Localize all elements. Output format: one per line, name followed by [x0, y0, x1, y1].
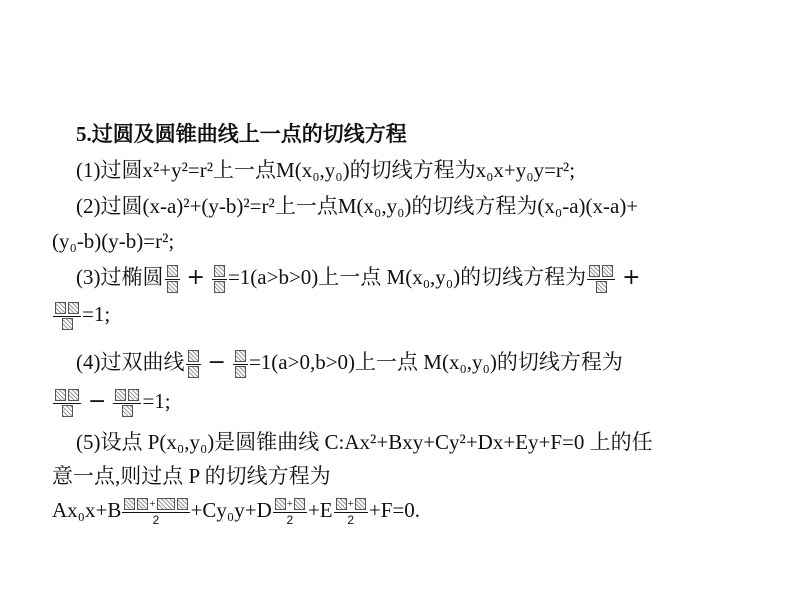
item-3-end: =1;	[82, 302, 111, 326]
item-4-prefix: (4)过双曲线	[76, 350, 185, 374]
eq-frac-dx: $\frac{+}{2}$	[273, 498, 307, 527]
item-4-end: =1;	[142, 389, 171, 413]
ellipse-tangent-term-x	[587, 265, 615, 294]
eq-end: +F=0.	[368, 498, 420, 522]
hyperbola-term-x	[186, 350, 201, 379]
item-4-middle: =1(a>0,b>0)上一点 M(x₀,y₀)的切线方程为	[248, 350, 623, 374]
item-3-middle: =1(a>b>0)上一点 M(x₀,y₀)的切线方程为	[227, 265, 587, 289]
item-1-text: (1)过圆x²+y²=r²上一点M(x₀,y₀)的切线方程为x₀x+y₀y=r²;	[76, 158, 576, 182]
item-1	[76, 156, 575, 184]
plus-sign: +	[622, 265, 641, 290]
item-3-line-1	[76, 263, 647, 294]
ellipse-term-y	[212, 265, 227, 294]
eq-mid-1: +Cy₀y+D	[190, 498, 272, 522]
section-heading	[76, 120, 407, 148]
item-3-prefix: (3)过椭圆	[76, 265, 164, 289]
eq-frac-ey: $\frac{+}{2}$	[334, 498, 368, 527]
item-2-text-2: (y₀-b)(y-b)=r²;	[52, 229, 175, 253]
item-5-line-2	[52, 462, 331, 490]
ellipse-tangent-term-y	[53, 302, 81, 331]
item-2-line-1	[76, 192, 638, 220]
item-5-equation	[52, 496, 420, 527]
item-5-text-1: (5)设点 P(x₀,y₀)是圆锥曲线 C:Ax²+Bxy+Cy²+Dx+Ey+F=0 上的任	[76, 430, 653, 454]
item-4-line-1	[76, 348, 623, 379]
item-5-text-2: 意一点,则过点 P 的切线方程为	[52, 464, 331, 488]
hyperbola-tangent-term-y	[113, 389, 141, 418]
hyperbola-term-y	[233, 350, 248, 379]
item-2-text-1: (2)过圆(x-a)²+(y-b)²=r²上一点M(x₀,y₀)的切线方程为(x₀-a)(x-a)+	[76, 194, 639, 218]
heading-text: .过圆及圆锥曲线上一点的切线方程	[86, 122, 407, 146]
heading-number: 5	[76, 122, 87, 146]
eq-frac-bxy: $\frac{+}{2}$	[122, 498, 189, 527]
item-3-line-2	[52, 300, 110, 331]
item-4-line-2	[52, 387, 171, 418]
minus-sign: −	[88, 389, 107, 414]
hyperbola-tangent-term-x	[53, 389, 81, 418]
eq-mid-2: +E	[307, 498, 333, 522]
minus-sign: −	[207, 350, 226, 375]
item-5-line-1	[76, 428, 653, 456]
ellipse-term-x	[165, 265, 180, 294]
plus-sign: +	[186, 265, 205, 290]
item-2-line-2	[52, 227, 174, 255]
eq-start: Ax₀x+B	[52, 498, 122, 522]
